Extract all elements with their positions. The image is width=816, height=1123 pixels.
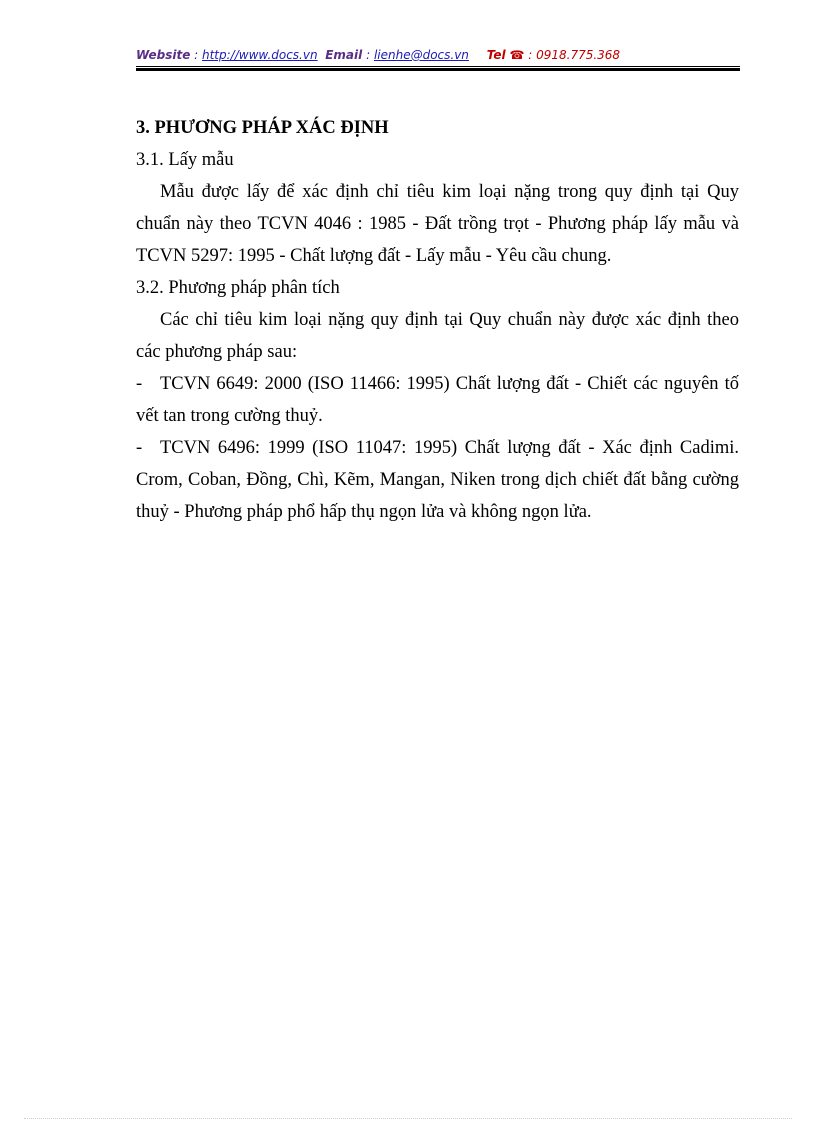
page-header — [136, 47, 740, 63]
phone-separator: : — [524, 48, 537, 62]
subsection-title-sampling: 3.1. Lấy mẫu — [136, 150, 234, 170]
sampling-paragraph: Mẫu được lấy để xác định chỉ tiêu kim loại nặng trong quy định tại Quy chuẩn này theo TCVN 4046 : 1985 - Đất trồng trọt - Phương pháp lấy mẫu và TCVN 5297: 1995 - Chất lượng đất - Lấy mẫu - Yêu cầu chung. — [136, 182, 739, 266]
list-item — [136, 432, 739, 528]
website-separator: : — [190, 48, 202, 62]
header-rule-thick — [136, 68, 740, 71]
analysis-paragraph: Các chỉ tiêu kim loại nặng quy định tại Quy chuẩn này được xác định theo các phương pháp sau: — [136, 310, 739, 362]
website-label: Website — [136, 48, 191, 62]
list-item-text: TCVN 6649: 2000 (ISO 11466: 1995) Chất lượng đất - Chiết các nguyên tố vết tan trong cường thuỷ. — [136, 374, 739, 426]
footer-dotted-line — [24, 1118, 792, 1119]
header-rule-thin — [136, 66, 740, 67]
list-item-text: TCVN 6496: 1999 (ISO 11047: 1995) Chất lượng đất - Xác định Cadimi. Crom, Coban, Đồng, Chì, Kẽm, Mangan, Niken trong dịch chiết đất bằng cường thuỷ - Phương pháp phổ hấp thụ ngọn lửa và không ngọn lửa. — [136, 438, 739, 522]
section-title: 3. PHƯƠNG PHÁP XÁC ĐỊNH — [136, 118, 389, 138]
bullet-marker: - — [136, 438, 143, 458]
website-link[interactable]: http://www.docs.vn — [202, 48, 318, 62]
email-separator: : — [362, 48, 374, 62]
tel-label: Tel — [486, 48, 506, 62]
email-link[interactable]: lienhe@docs.vn — [373, 48, 469, 62]
email-label: Email — [325, 48, 363, 62]
document-body — [136, 112, 739, 528]
phone-number: 0918.775.368 — [536, 48, 621, 62]
list-item — [136, 368, 739, 432]
subsection-title-analysis: 3.2. Phương pháp phân tích — [136, 278, 340, 298]
bullet-marker: - — [136, 374, 143, 394]
phone-icon: ☎ — [509, 48, 525, 62]
